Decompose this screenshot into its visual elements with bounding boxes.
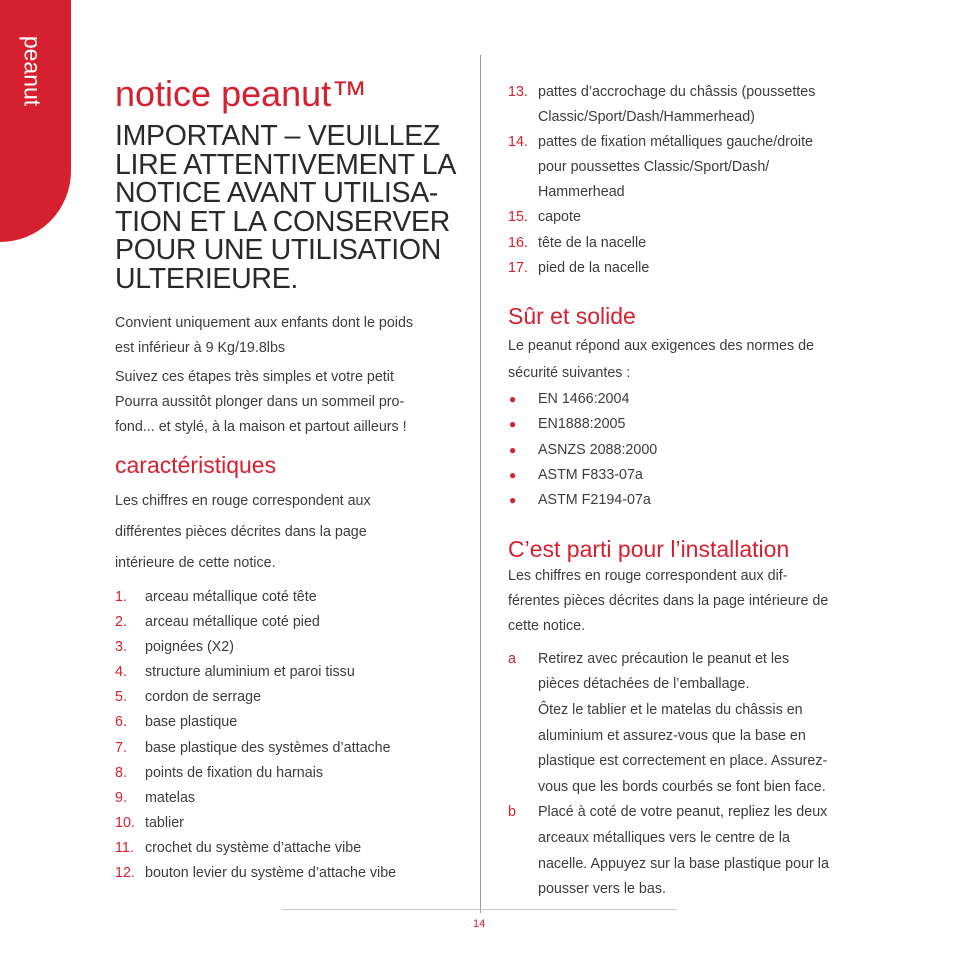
bullet-icon: ● <box>509 493 517 508</box>
feature-number: 4. <box>115 664 127 681</box>
text-line: Le peanut répond aux exigences des normes de <box>508 337 815 354</box>
standard-text: ASNZS 2088:2000 <box>538 441 658 458</box>
bullet-icon: ● <box>509 417 517 432</box>
text-line: fond... et stylé, à la maison et partout ailleurs ! <box>115 419 407 435</box>
feature-number: 9. <box>115 789 127 806</box>
feature-number: 8. <box>115 764 127 781</box>
step-text-line: plastique est correctement en place. Assurez- <box>538 753 828 770</box>
feature-number: 2. <box>115 614 127 631</box>
feature-item <box>115 861 465 886</box>
safety-intro <box>508 333 883 387</box>
feature-text-line: pour poussettes Classic/Sport/Dash/ <box>538 159 770 176</box>
text-line: férentes pièces décrites dans la page intérieure de <box>508 592 829 609</box>
feature-item <box>115 811 465 836</box>
page-title: notice peanut™ <box>115 73 368 114</box>
feature-item <box>115 660 465 685</box>
footer-rule <box>282 909 677 910</box>
feature-item <box>508 231 883 256</box>
feature-text-line: Classic/Sport/Dash/Hammerhead) <box>538 109 755 126</box>
step-text-line: pièces détachées de l’emballage. <box>538 676 750 693</box>
intro-paragraph-2 <box>115 365 465 440</box>
standard-item <box>508 387 883 412</box>
install-step <box>508 800 883 902</box>
feature-text-line: Hammerhead <box>538 184 625 201</box>
feature-text-line: pattes de fixation métalliques gauche/droite <box>538 134 813 151</box>
feature-item <box>115 761 465 786</box>
step-letter: b <box>508 804 516 821</box>
important-line: NOTICE AVANT UTILISA- <box>115 177 439 209</box>
feature-number: 13. <box>508 84 528 100</box>
feature-item <box>115 710 465 735</box>
standard-text: EN1888:2005 <box>538 416 626 433</box>
feature-item <box>115 786 465 811</box>
right-column <box>508 80 883 903</box>
feature-item <box>115 635 465 660</box>
feature-item <box>115 736 465 761</box>
feature-item <box>508 205 883 230</box>
section-tab-label: peanut <box>19 35 46 107</box>
feature-text-line: pattes d’accrochage du châssis (poussettes <box>538 84 816 100</box>
step-text-line: pousser vers le bas. <box>538 881 666 898</box>
bullet-icon: ● <box>509 391 517 406</box>
feature-number: 1. <box>115 589 127 605</box>
column-divider <box>480 55 481 913</box>
text-line: Pourra aussitôt plonger dans un sommeil pro- <box>115 394 405 410</box>
safety-heading: Sûr et solide <box>508 302 636 329</box>
bullet-icon: ● <box>509 467 517 482</box>
important-line: ULTERIEURE. <box>115 262 299 295</box>
step-text-line: Retirez avec précaution le peanut et les <box>538 650 790 667</box>
feature-number: 12. <box>115 865 135 882</box>
features-heading: caractéristiques <box>115 452 277 478</box>
feature-text: arceau métallique coté pied <box>145 614 320 631</box>
feature-text-line: pied de la nacelle <box>538 259 650 276</box>
important-line: TION ET LA CONSERVER <box>115 205 451 238</box>
feature-text: poignées (X2) <box>145 639 235 656</box>
text-line: intérieure de cette notice. <box>115 555 276 571</box>
section-tab <box>0 0 71 242</box>
install-steps <box>508 647 883 903</box>
feature-text: points de fixation du harnais <box>145 764 324 781</box>
text-line: cette notice. <box>508 617 586 634</box>
standard-item <box>508 412 883 437</box>
install-step <box>508 647 883 801</box>
feature-item <box>115 685 465 710</box>
feature-text: tablier <box>145 814 184 831</box>
standard-text: ASTM F833-07a <box>538 466 643 483</box>
step-text-line: Placé à coté de votre peanut, repliez les deux <box>538 804 828 821</box>
text-line: Les chiffres en rouge correspondent aux dif- <box>508 567 788 584</box>
important-line: POUR UNE UTILISATION <box>115 234 442 266</box>
standard-item <box>508 463 883 488</box>
standard-text: EN 1466:2004 <box>538 390 630 407</box>
install-intro <box>508 564 883 639</box>
feature-number: 10. <box>115 814 135 831</box>
feature-number: 3. <box>115 639 127 656</box>
feature-text-line: tête de la nacelle <box>538 234 647 251</box>
features-intro <box>115 486 465 579</box>
bullet-icon: ● <box>509 442 517 457</box>
feature-text-line: capote <box>538 209 581 226</box>
feature-item <box>508 80 883 130</box>
feature-number: 11. <box>115 839 134 856</box>
step-text-line: Ôtez le tablier et le matelas du châssis en <box>538 701 803 718</box>
step-letter: a <box>508 650 516 667</box>
left-column <box>115 72 465 886</box>
feature-number: 16. <box>508 234 528 251</box>
page-number: 14 <box>473 918 486 930</box>
step-text-line: vous que les bords courbés se font bien face. <box>538 778 826 795</box>
standard-item <box>508 438 883 463</box>
feature-item <box>115 585 465 610</box>
feature-text: crochet du système d’attache vibe <box>145 839 362 856</box>
feature-item <box>508 256 883 281</box>
feature-text: bouton levier du système d’attache vibe <box>145 865 397 882</box>
text-line: Suivez ces étapes très simples et votre petit <box>115 369 394 385</box>
features-list-continued <box>508 80 883 281</box>
text-line: sécurité suivantes : <box>508 364 631 381</box>
text-line: différentes pièces décrites dans la page <box>115 524 367 540</box>
important-line: IMPORTANT – VEUILLEZ <box>115 120 441 152</box>
step-text-line: arceaux métalliques vers le centre de la <box>538 829 790 846</box>
standard-text: ASTM F2194-07a <box>538 492 651 509</box>
feature-number: 14. <box>508 134 528 151</box>
important-line: LIRE ATTENTIVEMENT LA <box>115 148 457 181</box>
text-line: Convient uniquement aux enfants dont le poids <box>115 315 414 331</box>
feature-number: 15. <box>508 209 528 226</box>
important-notice <box>115 122 465 293</box>
feature-item <box>115 610 465 635</box>
text-line: est inférieur à 9 Kg/19.8lbs <box>115 340 286 356</box>
feature-number: 6. <box>115 714 127 731</box>
feature-text: base plastique <box>145 714 238 731</box>
feature-text: structure aluminium et paroi tissu <box>145 664 355 681</box>
text-line: Les chiffres en rouge correspondent aux <box>115 493 371 509</box>
standard-item <box>508 488 883 513</box>
step-text-line: nacelle. Appuyez sur la base plastique pour la <box>538 855 829 872</box>
feature-text: cordon de serrage <box>145 689 262 706</box>
standards-list <box>508 387 883 514</box>
feature-text: arceau métallique coté tête <box>145 589 317 605</box>
feature-text: matelas <box>145 789 196 806</box>
feature-text: base plastique des systèmes d’attache <box>145 739 391 756</box>
feature-item <box>115 836 465 861</box>
feature-item <box>508 130 883 205</box>
feature-number: 7. <box>115 739 127 756</box>
feature-number: 17. <box>508 259 528 276</box>
step-text-line: aluminium et assurez-vous que la base en <box>538 727 806 744</box>
install-heading: C’est parti pour l’installation <box>508 535 790 562</box>
features-list <box>115 585 465 886</box>
intro-paragraph-1 <box>115 311 465 361</box>
feature-number: 5. <box>115 689 127 706</box>
